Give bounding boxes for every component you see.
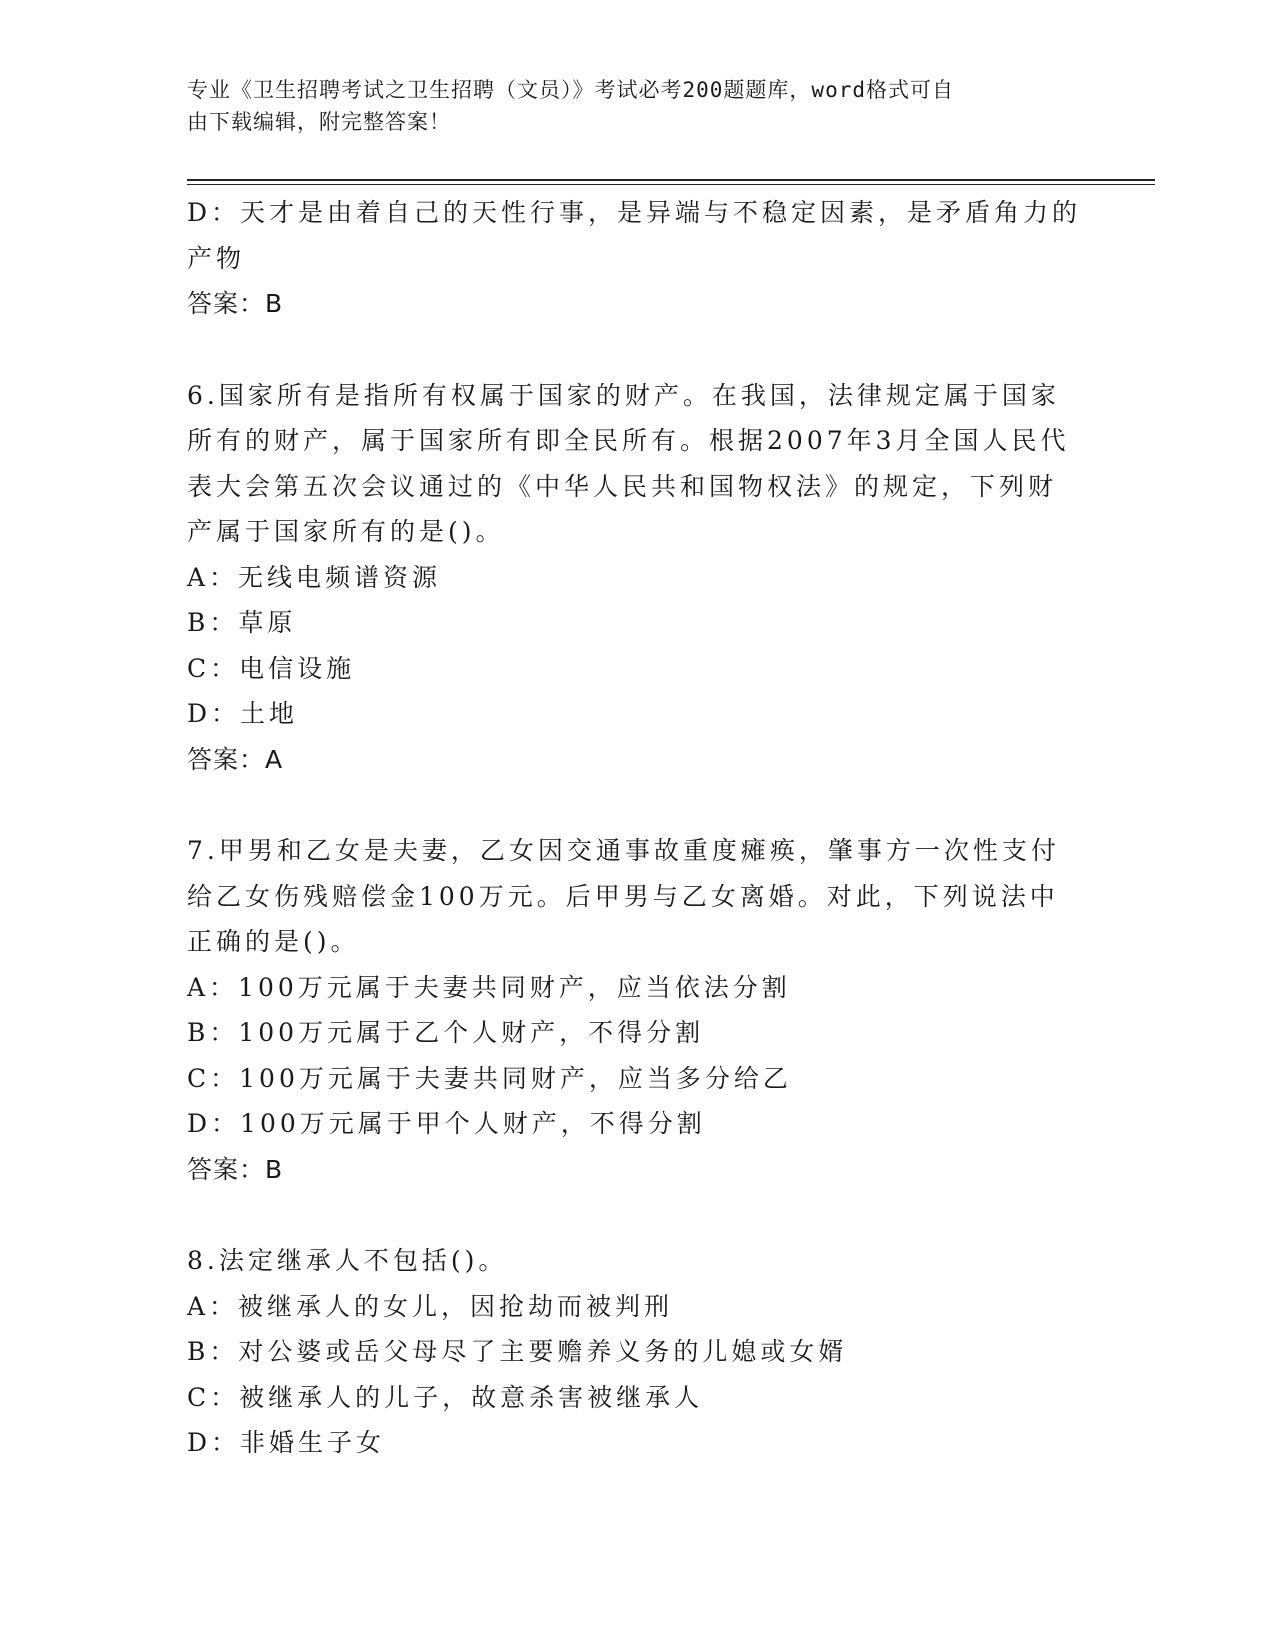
answer-label: 答案：B [187,1154,284,1184]
question-8 [187,1238,1087,1466]
option-c: C：100万元属于夫妻共同财产，应当多分给乙 [187,1063,792,1093]
spacer [187,782,1087,828]
question-stem-line: 正确的是()。 [187,927,360,956]
document-body [187,190,1087,1466]
option-b: B：草原 [187,608,297,637]
question-stem-line: 8.法定继承人不包括()。 [187,1246,508,1275]
header-line-2: 由下载编辑，附完整答案！ [187,110,451,134]
option-d: D：土地 [187,699,299,728]
option-a: A：无线电频谱资源 [187,562,442,592]
option-c: C：被继承人的儿子，故意杀害被继承人 [187,1382,704,1412]
question-6 [187,373,1087,783]
option-c: C：电信设施 [187,653,356,683]
answer-label: 答案：A [187,744,284,774]
option-a: A：100万元属于夫妻共同财产，应当依法分割 [187,972,791,1002]
option-d-continued: 产物 [187,243,246,273]
question-stem-line: 给乙女伤残赔偿金100万元。后甲男与乙女离婚。对此，下列说法中 [187,881,1059,911]
question-stem-line: 表大会第五次会议通过的《中华人民共和国物权法》的规定，下列财 [187,471,1058,501]
question-stem-line: 7.甲男和乙女是夫妻，乙女因交通事故重度瘫痪，肇事方一次性支付 [187,836,1060,865]
option-b: B：100万元属于乙个人财产，不得分割 [187,1018,705,1047]
option-b: B：对公婆或岳父母尽了主要赡养义务的儿媳或女婿 [187,1337,848,1366]
document-header [187,74,1067,138]
header-line-1: 专业《卫生招聘考试之卫生招聘（文员）》考试必考200题题库，word格式可自 [187,78,954,102]
header-divider-thick [187,179,1155,181]
option-a: A：被继承人的女儿，因抢劫而被判刑 [187,1291,674,1321]
spacer [187,1192,1087,1238]
option-d: D：100万元属于甲个人财产，不得分割 [187,1109,706,1138]
option-d: D：非婚生子女 [187,1428,386,1457]
option-d: D：天才是由着自己的天性行事，是异端与不稳定因素，是矛盾角力的 [187,198,1082,227]
question-stem-line: 产属于国家所有的是()。 [187,517,505,546]
spacer [187,327,1087,373]
header-divider-thin [187,184,1155,185]
question-7 [187,828,1087,1192]
question-stem-line: 6.国家所有是指所有权属于国家的财产。在我国，法律规定属于国家 [187,380,1060,410]
question-stem-line: 所有的财产，属于国家所有即全民所有。根据2007年3月全国人民代 [187,426,1070,455]
answer-label: 答案：B [187,289,284,318]
question-5-tail [187,190,1087,327]
